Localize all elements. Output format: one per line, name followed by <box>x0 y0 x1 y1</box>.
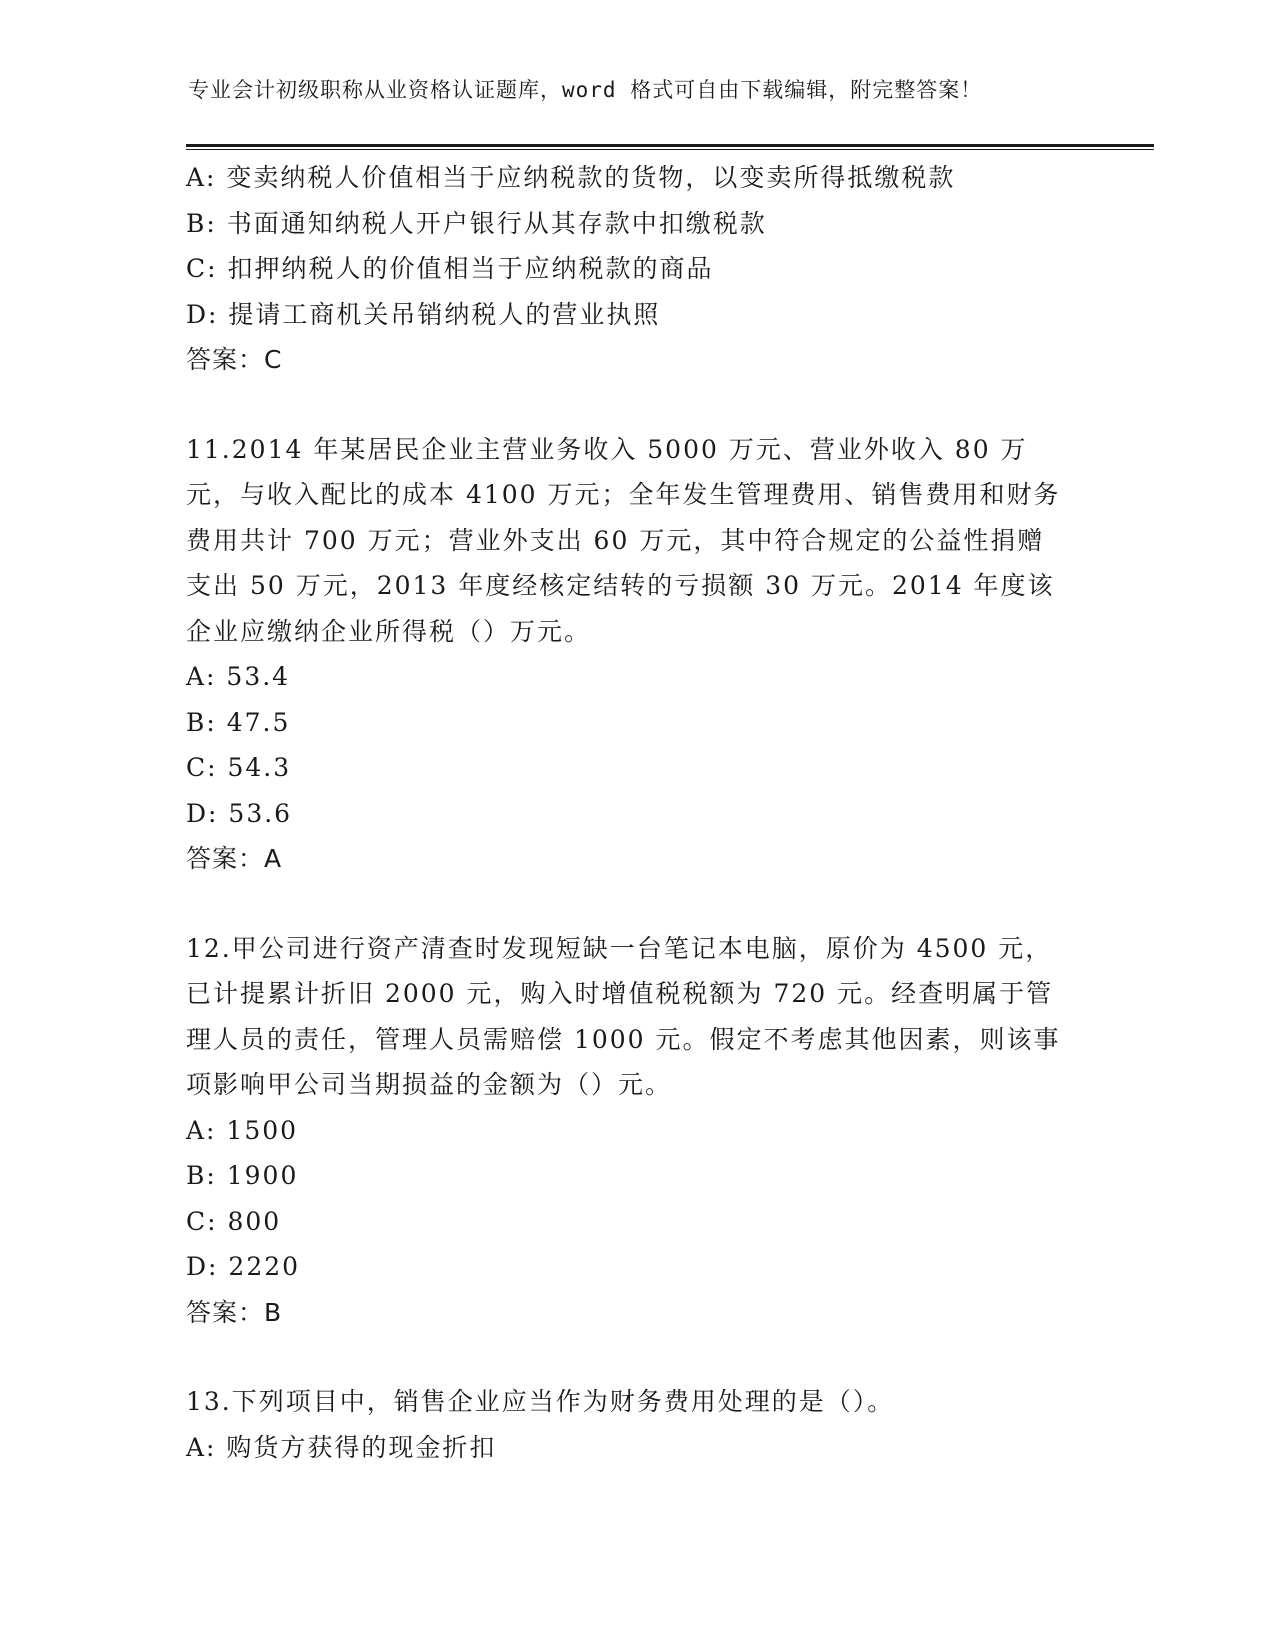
question-block <box>186 155 1086 383</box>
question-stem: 11.2014 年某居民企业主营业务收入 5000 万元、营业外收入 80 万元，与收入配比的成本 4100 万元；全年发生管理费用、销售费用和财务费用共计 700 万元；营业外支出 60 万元，其中符合规定的公益性捐赠支出 50 万元，2013 年度经核定结转的亏损额 30 万元。2014 年度该企业应缴纳企业所得税（）万元。 <box>186 434 1061 646</box>
question-list <box>186 155 1086 1470</box>
question-stem: 13.下列项目中，销售企业应当作为财务费用处理的是（）。 <box>186 1387 895 1416</box>
option-a: A: 变卖纳税人价值相当于应纳税款的货物，以变卖所得抵缴税款 <box>186 163 956 192</box>
question-block <box>186 427 1086 882</box>
question-block <box>186 926 1086 1336</box>
answer-label: 答案：B <box>186 1297 283 1327</box>
option-a: A: 53.4 <box>186 662 291 691</box>
answer-label: 答案：C <box>186 345 283 374</box>
spacer <box>186 383 1086 427</box>
option-c: C: 扣押纳税人的价值相当于应纳税款的商品 <box>186 254 714 283</box>
answer-label: 答案：A <box>186 844 283 873</box>
option-a: A: 购货方获得的现金折扣 <box>186 1432 497 1462</box>
option-b: B: 47.5 <box>186 707 291 737</box>
question-stem: 12.甲公司进行资产清查时发现短缺一台笔记本电脑，原价为 4500 元，已计提累计折旧 2000 元，购入时增值税税额为 720 元。经查明属于管理人员的责任，管理人员需赔偿 1000 元。假定不考虑其他因素，则该事项影响甲公司当期损益的金额为（）元。 <box>186 933 1061 1099</box>
question-block <box>186 1379 1086 1470</box>
option-a: A: 1500 <box>186 1115 299 1145</box>
spacer <box>186 882 1086 926</box>
option-d: D: 53.6 <box>186 798 293 828</box>
option-b: B: 书面通知纳税人开户银行从其存款中扣缴税款 <box>186 208 767 238</box>
spacer <box>186 1335 1086 1379</box>
option-c: C: 800 <box>186 1206 282 1236</box>
option-b: B: 1900 <box>186 1161 299 1190</box>
option-d: D: 提请工商机关吊销纳税人的营业执照 <box>186 299 661 329</box>
option-d: D: 2220 <box>186 1252 301 1281</box>
header-divider <box>186 144 1154 150</box>
page-header: 专业会计初级职称从业资格认证题库，word 格式可自由下载编辑，附完整答案！ <box>188 78 983 102</box>
option-c: C: 54.3 <box>186 753 292 782</box>
